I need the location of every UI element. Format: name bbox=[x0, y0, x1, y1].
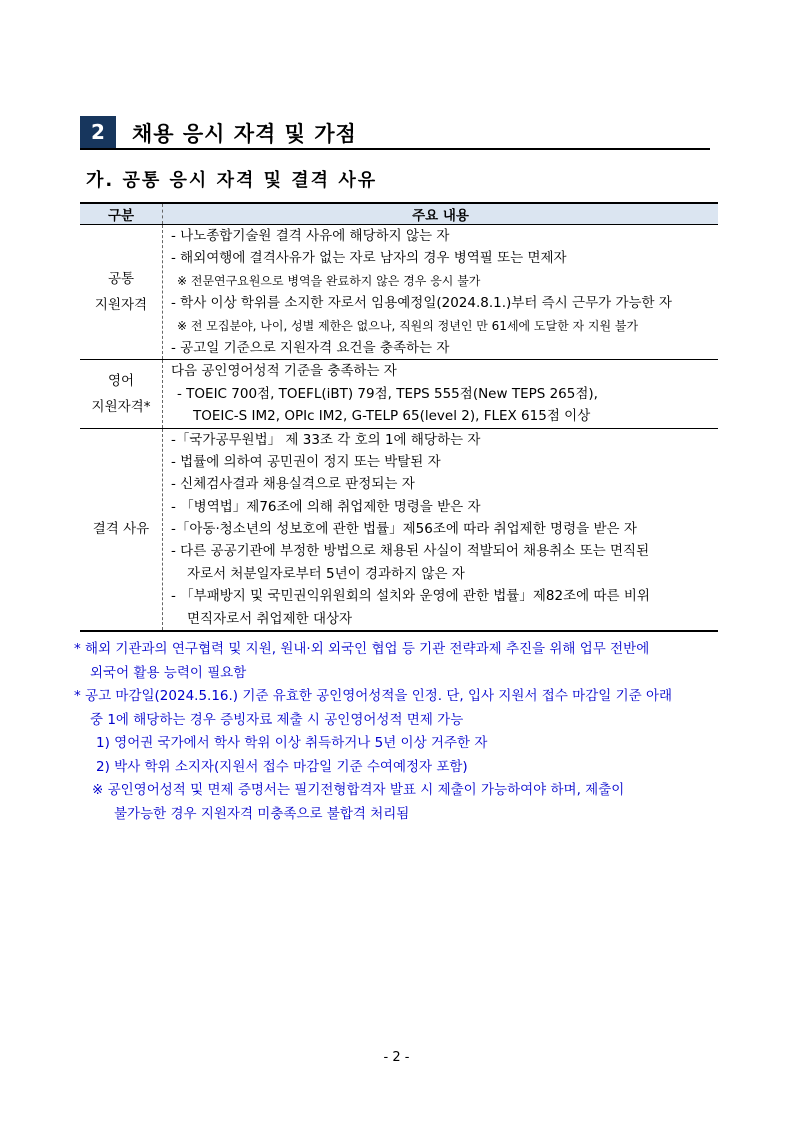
page-number: - 2 - bbox=[383, 1050, 410, 1065]
table-row-common bbox=[80, 225, 718, 360]
footnotes bbox=[74, 638, 724, 826]
content-line: TOEIC-S IM2, OPIc IM2, G-TELP 65(level 2), FLEX 615점 이상 bbox=[193, 408, 591, 425]
footnote-line: 2) 박사 학위 소지자(지원서 접수 마감일 기준 수여예정자 포함) bbox=[96, 758, 468, 775]
footnote-line: ※ 공인영어성적 및 면제 증명서는 필기전형합격자 발표 시 제출이 가능하여야 하며, 제출이 bbox=[92, 782, 625, 798]
footnote-line: * 해외 기관과의 연구협력 및 지원, 원내·외 외국인 협업 등 기관 전략과제 추진을 위해 업무 전반에 bbox=[74, 641, 650, 657]
content-note: ※ 전 모집분야, 나이, 성별 제한은 없으나, 직원의 정년인 만 61세에 도달한 자 지원 불가 bbox=[177, 318, 639, 333]
section-number: 2 bbox=[80, 116, 116, 148]
table-row-english bbox=[80, 360, 718, 428]
content-line: - 「부패방지 및 국민권익위원회의 설치와 운영에 관한 법률」제82조에 따른 비위 bbox=[171, 588, 650, 605]
footnote-line: 불가능한 경우 지원자격 미충족으로 불합격 처리됨 bbox=[114, 805, 410, 822]
table-header-row bbox=[80, 203, 718, 225]
column-header-category: 구분 bbox=[80, 203, 163, 225]
row-content bbox=[163, 428, 719, 631]
category-line: 공통 bbox=[107, 271, 135, 288]
footnote-line: * 공고 마감일(2024.5.16.) 기준 유효한 공인영어성적을 인정. 단, 입사 지원서 접수 마감일 기준 아래 bbox=[74, 688, 673, 704]
content-line: - 해외여행에 결격사유가 없는 자로 남자의 경우 병역필 또는 면제자 bbox=[171, 250, 567, 267]
footnote-line: 외국어 활용 능력이 필요함 bbox=[90, 664, 247, 681]
footnote-line: 중 1에 해당하는 경우 증빙자료 제출 시 공인영어성적 면제 가능 bbox=[90, 711, 464, 728]
column-header-content: 주요 내용 bbox=[163, 203, 719, 225]
eligibility-table bbox=[80, 202, 718, 632]
content-line: - 법률에 의하여 공민권이 정지 또는 박탈된 자 bbox=[171, 453, 441, 470]
row-content bbox=[163, 360, 719, 428]
category-line: 결격 사유 bbox=[92, 521, 150, 538]
row-category bbox=[80, 360, 163, 428]
table-row-disqualification bbox=[80, 428, 718, 631]
subsection-title: 가. 공통 응시 자격 및 결격 사유 bbox=[86, 170, 378, 191]
content-line: - 나노종합기술원 결격 사유에 해당하지 않는 자 bbox=[171, 228, 450, 244]
content-line: -「아동·청소년의 성보호에 관한 법률」제56조에 따라 취업제한 명령을 받은 자 bbox=[171, 521, 637, 538]
category-line: 지원자격 bbox=[94, 297, 148, 314]
category-line: 영어 bbox=[107, 372, 135, 389]
category-line: 지원자격* bbox=[91, 398, 151, 415]
content-note: ※ 전문연구요원으로 병역을 완료하지 않은 경우 응시 불가 bbox=[177, 273, 481, 288]
content-line: 다음 공인영어성적 기준을 충족하는 자 bbox=[171, 363, 397, 380]
content-line: -「국가공무원법」 제 33조 각 호의 1에 해당하는 자 bbox=[171, 431, 481, 448]
section-title: 채용 응시 자격 및 가점 bbox=[132, 122, 357, 146]
row-content bbox=[163, 225, 719, 360]
content-line: - 공고일 기준으로 지원자격 요건을 충족하는 자 bbox=[171, 339, 450, 356]
content-line: 면직자로서 취업제한 대상자 bbox=[187, 610, 353, 627]
content-line: - 다른 공공기관에 부정한 방법으로 채용된 사실이 적발되어 채용취소 또는 면직된 bbox=[171, 543, 650, 560]
footnote-line: 1) 영어권 국가에서 학사 학위 이상 취득하거나 5년 이상 거주한 자 bbox=[96, 735, 488, 751]
content-line: - TOEIC 700점, TOEFL(iBT) 79점, TEPS 555점(New TEPS 265점), bbox=[177, 385, 598, 402]
row-category bbox=[80, 428, 163, 631]
section-header bbox=[80, 114, 710, 150]
row-category bbox=[80, 225, 163, 360]
content-line: - 학사 이상 학위를 소지한 자로서 임용예정일(2024.8.1.)부터 즉시 근무가 가능한 자 bbox=[171, 295, 672, 312]
content-line: 자로서 처분일자로부터 5년이 경과하지 않은 자 bbox=[187, 565, 465, 582]
content-line: - 신체검사결과 채용실격으로 판정되는 자 bbox=[171, 476, 415, 493]
content-line: - 「병역법」제76조에 의해 취업제한 명령을 받은 자 bbox=[171, 498, 481, 515]
